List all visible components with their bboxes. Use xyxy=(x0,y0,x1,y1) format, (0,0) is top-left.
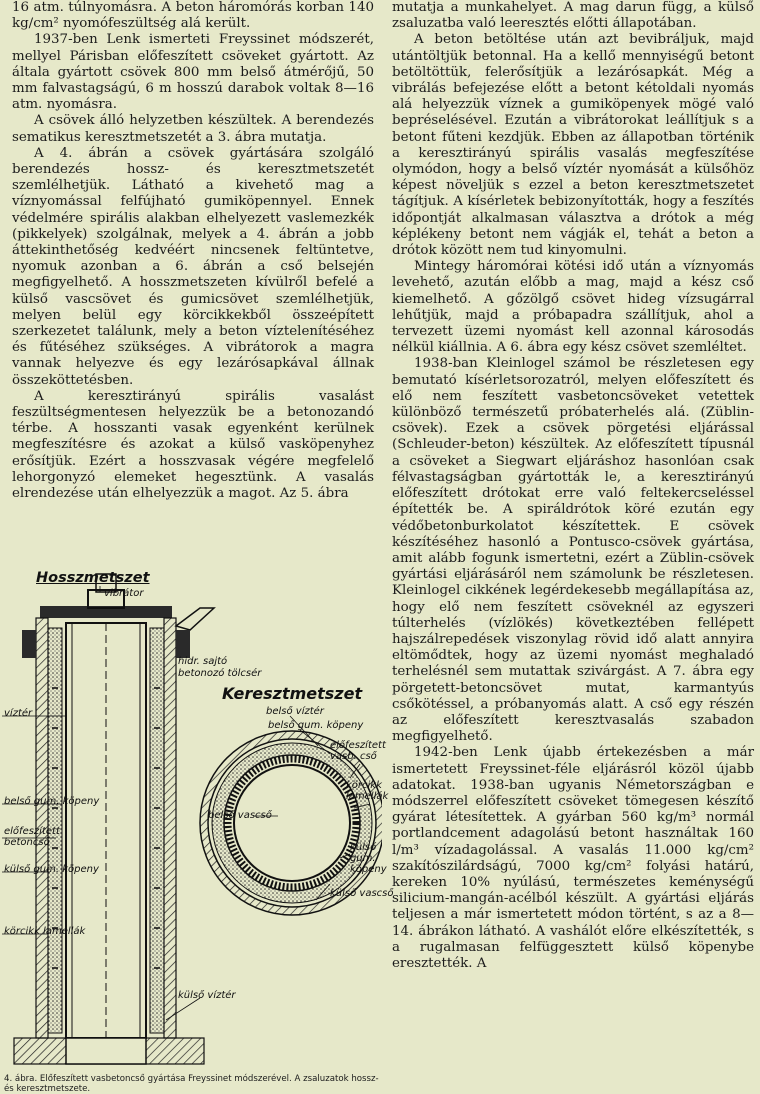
figure-4 xyxy=(0,568,394,1078)
label-korcikk-lamellak: körcikk lamellák xyxy=(346,780,389,802)
label-kulso-vizter: külső víztér xyxy=(178,990,236,1001)
paragraph: A 4. ábrán a csövek gyártására szolgáló berendezés hossz- és keresztmetszetét szemlélhetjük. Látható a kivehető mag a víznyomással felfújható gumiköpennyel. Ennek védelmére spirális alakban elhelyezett vaslemezkék (pikkelyek) szolgálnak, melyek a 4. ábrán a jobb áttekinthetőség kedvéért nincsenek feltüntetve, nyomuk azonban a 6. ábrán a cső belsején megfigyelhető. A hosszmetszeten kívülről befelé a külső vascsövet és gumicsövet szemlélhetjük, melyen belül egy körcikkekből összeépített szerkezetet találunk, mely a beton víztelenítéséhez és fűtéséhez szükséges. A vibrátorok a magra vannak helyezve és egy lezárósapkával állnak összeköttetésben. xyxy=(12,145,374,388)
paragraph: 1937-ben Lenk ismerteti Freyssinet módszerét, mellyel Párisban előfeszített csöveket gyártott. Az általa gyártott csövek 800 mm belső átmérőjű, 50 mm falvastagságú, 6 m hosszú darabok voltak 8—16 atm. nyomásra. xyxy=(12,32,374,113)
label-korcikk-lamellak-left: körcikk lamellák xyxy=(4,926,86,937)
paragraph: A beton betöltése után azt bevibráljuk, majd utántöltjük betonnal. Ha a kellő mennyiségű betont betöltöttük, felerősítjük a lezárósapkát. Még a vibrálás befejezése előtt a betont kétoldali nyomás alá helyezzük víznek a gumiköpenyek mögé való bepréselésével. Ezután a vibrátorokat leállítjuk s a betont fűteni kezdjük. Ebben az állapotban történik a keresztirányú spirális vasalás megfeszítése olymódon, hogy a belső víztér nyomását a külsőhöz képest növeljük s ezzel a beton keresztmetszetet tágítjuk. A kísérletek bebizonyították, hogy a feszítés időpontját alkalmasan választva a drótok a még képlékeny betont nem vágják el, tehát a beton a drótok között nem tud kinyomulni. xyxy=(392,32,754,259)
paragraph: 1942-ben Lenk újabb értekezésben a már ismertetett Freyssinet-féle eljárásról közöl újabb adatokat. 1938-ban ugyanis Németországban e módszerrel előfeszített csöveket tömegesen készítő gyárat létesítettek. A gyárban 560 kg/m³ normál portlandcement adagolású betont használtak 160 l/m³ vízadagolással. A vasalás 11.000 kg/cm² szakítószilárdságú, 7000 kg/cm² folyási határú, kereken 10% nyúlású, természetes keménységű silicium-mangán-acélból készült. A gyártási eljárás teljesen a már ismertetett módon történt, s az a 8—14. ábrákon látható. A vashálót előre elkészítették, s a rugalmasan felfüggesztett külső köpenybe eresztették. A xyxy=(392,745,754,971)
label-vibrator: vibrátor xyxy=(104,588,144,599)
label-belso-vizter: belső víztér xyxy=(266,706,324,717)
paragraph: 1938-ban Kleinlogel számol be részletesen egy bemutató kísérletsorozatról, melyen előfeszített és elő nem feszített vasbetoncsöveket vetettek különböző természetű próbaterhelés alá. (Züblin-csövek). Ezek a csövek pörgetési eljárással (Schleuder-beton) készültek. Az előfeszített típusnál a csöveket a Siegwart eljáráshoz hasonlóan csak félvastagságban gyártották le, a keresztirányú előfeszített drótokat erre való feltekercseléssel építették be. A spiráldrótok köré ezután egy védőbetonburkolatot készítettek. E csövek készítéséhez hasonló a Pontusco-csövek gyártása, amit alább fogunk ismertetni, ezért a Züblin-csövek gyártási eljárásáról nem számolunk be részletesen. Kleinlogel cikkének legérdekesebb megállapítása az, hogy elő nem feszített csöveknél az egyszeri túlterhelés (vízlökés) következtében fellépett hajszálrepedések viszonylag rövid idő alatt annyira eltömődtek, hogy az üzemi nyomást meghaladó terhelésnél sem mutattak szivárgást. A 7. ábra egy pörgetett-betoncsövet mutat, karmantyús csőkötéssel, a próbanyomás alatt. A cső egy részén az előfeszített keresztvasalás szabadon megfigyelhető. xyxy=(392,356,754,745)
label-elofeszitett-betoncso: előfeszített betoncső xyxy=(4,826,60,848)
label-belso-gum-kopeny: belső gum. köpeny xyxy=(268,720,364,731)
label-betonozo-tolcser: betonozó tölcsér xyxy=(178,668,262,679)
longitudinal-title: Hosszmetszet xyxy=(36,570,150,586)
label-kulso-gum-kopeny-left: külső gum. köpeny xyxy=(4,864,99,875)
label-kulso-vascso: külső vascső xyxy=(330,888,394,899)
concrete-funnel xyxy=(176,608,214,630)
outer-steel-shell-right xyxy=(164,618,176,1038)
paragraph: 16 atm. túlnyomásra. A beton háromórás korban 140 kg/cm² nyomófeszültség alá került. xyxy=(12,0,374,32)
left-column xyxy=(12,0,374,502)
label-belso-gum-kopeny-left: belső gum. köpeny xyxy=(4,796,100,807)
paragraph: Mintegy háromórai kötési idő után a víznyomás levehető, azután előbb a mag, majd a kész cső kiemelhető. A gőzölgő csövet hideg vízsugárral lehűtjük, majd a próbapadra szállítjuk, ahol a tervezett üzemi nyomást kell azonnal károsodás nélkül kiállnia. A 6. ábra egy kész csövet szemléltet. xyxy=(392,259,754,356)
label-elofeszitett-vasb-cso: előfeszített vasb. cső xyxy=(330,740,386,762)
label-hidr-sajto: hidr. sajtó xyxy=(178,656,228,667)
paragraph: mutatja a munkahelyet. A mag darun függ, a külső zsaluzatba való leeresztés előtti állapotában. xyxy=(392,0,754,32)
figure-drawing xyxy=(0,568,389,1078)
label-kulso-gum-kopeny: külső gum. köpeny xyxy=(350,842,387,875)
figure-caption: 4. ábra. Előfeszített vasbetoncső gyártása Freyssinet módszerével. A zsaluzatok hossz- és keresztmetszete. xyxy=(4,1074,379,1094)
paragraph: A csövek álló helyzetben készültek. A berendezés sematikus keresztmetszetét a 3. ábra mutatja. xyxy=(12,113,374,145)
paragraph: A keresztirányú spirális vasalást feszültségmentesen helyezzük be a betonozandó térbe. A hosszanti vasak egyenként kerülnek megfeszítésre és azokat a külső vasköpenyhez erősítjük. Ezért a hosszvasak végére megfelelő lehorgonyzó elemeket hegesztünk. A vasalás elrendezése után elhelyezzük a magot. Az 5. ábra xyxy=(12,388,374,502)
cross-title: Keresztmetszet xyxy=(222,684,363,703)
inner-steel-pipe xyxy=(234,765,350,881)
label-belso-vascso: belső vascső xyxy=(208,810,272,821)
right-column xyxy=(392,0,754,972)
label-vizter: víztér xyxy=(4,708,33,719)
